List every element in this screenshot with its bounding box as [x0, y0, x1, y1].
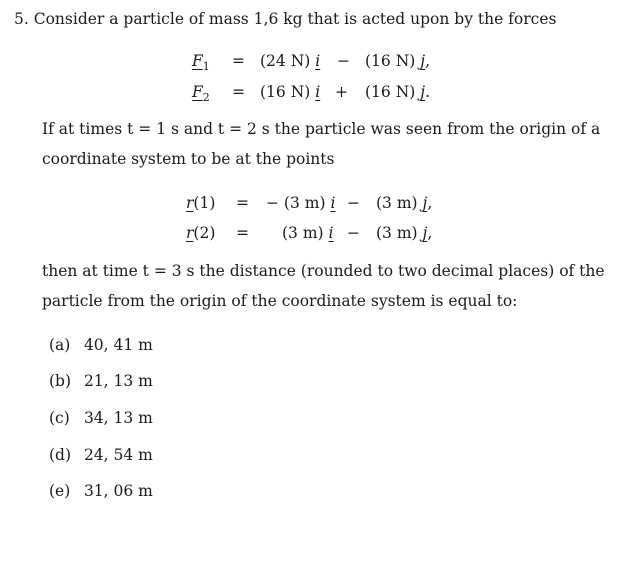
force-1-lhs: $F_1$ [192, 52, 210, 74]
force-1-equals: = [232, 52, 245, 70]
force-2-equals: = [232, 83, 245, 101]
option-label: (b) [49, 372, 72, 390]
force-2-lhs: $F_2$ [192, 83, 210, 105]
option-a[interactable] [49, 336, 153, 354]
position-1-term-1: − (3 m) i [266, 194, 336, 212]
closing-line-2: particle from the origin of the coordinate system is equal to: [42, 292, 518, 310]
force-2-term-2: (16 N) j. [365, 83, 430, 101]
option-c[interactable] [49, 409, 153, 427]
position-2-term-1: (3 m) i [282, 224, 334, 242]
force-2-term-1: (16 N) i [260, 83, 321, 101]
option-label: (a) [49, 336, 71, 354]
position-1-operator: − [347, 194, 360, 212]
problem-intro [14, 10, 556, 28]
option-e[interactable] [49, 482, 153, 500]
position-2-equals: = [236, 224, 249, 242]
position-2-operator: − [347, 224, 360, 242]
option-label: (d) [49, 446, 72, 464]
option-value: 34, 13 m [83, 409, 153, 427]
option-value: 21, 13 m [83, 372, 153, 390]
option-label: (c) [49, 409, 70, 427]
middle-line-2: coordinate system to be at the points [42, 150, 335, 168]
closing-line-1: then at time t = 3 s the distance (rounded to two decimal places) of the [42, 262, 605, 280]
middle-line-1: If at times t = 1 s and t = 2 s the particle was seen from the origin of a [42, 120, 601, 138]
position-1-equals: = [236, 194, 249, 212]
option-value: 31, 06 m [83, 482, 153, 500]
position-1-lhs: r(1) [186, 194, 216, 212]
option-value: 40, 41 m [83, 336, 153, 354]
problem-number: 5. [14, 10, 29, 28]
position-2-term-2: (3 m) j, [376, 224, 433, 242]
force-1-operator: − [337, 52, 350, 70]
option-label: (e) [49, 482, 71, 500]
force-1-term-2: (16 N) j, [365, 52, 430, 70]
option-value: 24, 54 m [83, 446, 153, 464]
option-d[interactable] [49, 446, 153, 464]
force-1-term-1: (24 N) i [260, 52, 321, 70]
position-2-lhs: r(2) [186, 224, 216, 242]
problem-intro-text: Consider a particle of mass 1,6 kg that is acted upon by the forces [33, 10, 557, 28]
position-1-term-2: (3 m) j, [376, 194, 433, 212]
force-2-operator: + [335, 83, 348, 101]
option-b[interactable] [49, 372, 153, 390]
